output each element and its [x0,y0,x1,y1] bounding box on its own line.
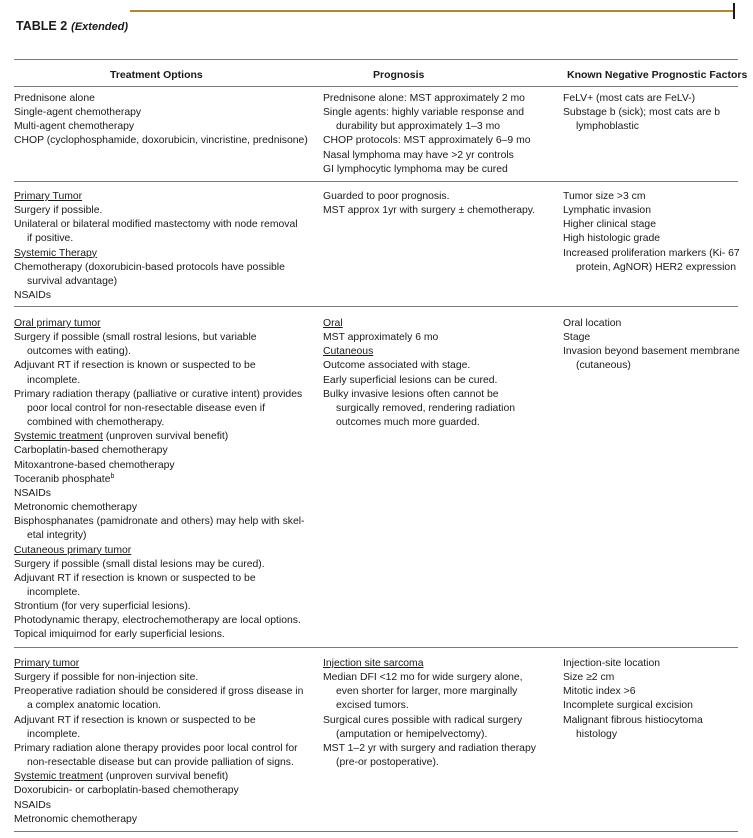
cell-line [14,331,314,345]
line-text: survival advantage) [27,275,118,287]
cell-line [14,515,314,529]
row-divider-3 [14,647,738,648]
line-text: Outcome associated with stage. [323,360,471,372]
cell-line [14,190,314,204]
cell-line [563,699,743,713]
line-text: Substage b (sick); most cats are b [563,107,721,119]
line-text: Surgical cures possible with radical surgery [323,714,523,726]
line-text: Increased proliferation markers (Ki- 67 [563,247,740,259]
line-text: Multi-agent chemotherapy [14,121,135,133]
cell-line [14,799,314,813]
row-3-factors-cell [563,317,743,374]
cell-line [563,685,743,699]
cell-line [14,529,314,543]
line-text: (cutaneous) [576,360,631,372]
row-1-factors-cell [563,92,743,134]
cell-line [563,232,743,246]
cell-line [563,92,743,106]
subheading-text: Systemic treatment [14,771,103,783]
line-text: durability but approximately 1–3 mo [336,121,501,133]
cell-line [14,388,314,402]
cell-line [14,416,314,430]
line-text: histology [576,728,618,740]
table-bottom-rule [14,831,738,832]
cell-line [323,374,553,388]
line-text: Carboplatin-based chemotherapy [14,445,168,457]
line-text: Metronomic chemotherapy [14,502,138,514]
subheading-text: Systemic Therapy [14,247,97,259]
cell-line [14,261,314,275]
cell-line [14,120,314,134]
cell-line [14,813,314,827]
line-text: Malignant fibrous histiocytoma [563,714,703,726]
line-text: Preoperative radiation should be considered if gross disease in [14,686,304,698]
cell-line [14,685,314,699]
cell-line [323,106,553,120]
cell-line [563,247,743,261]
line-text: surgically removed, rendering radiation [336,402,516,414]
cell-line [14,106,314,120]
cell-line [323,742,553,756]
line-text: Injection-site location [563,658,661,669]
line-text: Early superficial lesions can be cured. [323,374,498,386]
line-note: (unproven survival benefit) [102,431,229,443]
line-text: CHOP protocols: MST approximately 6–9 mo [323,135,531,147]
line-text: outcomes much more guarded. [336,417,480,429]
cell-line [14,728,314,742]
table-caption [16,19,128,33]
line-text: combined with chemotherapy. [27,417,165,429]
cell-line [14,572,314,586]
line-text: High histologic grade [563,233,661,245]
line-text: Nasal lymphoma may have >2 yr controls [323,149,514,161]
cell-line [323,657,553,671]
header-prognosis: Prognosis [373,69,425,81]
cell-line [323,204,553,218]
line-text: Single-agent chemotherapy [14,107,142,119]
row-divider-2 [14,306,738,307]
line-text: even shorter for larger, more marginally [336,686,518,698]
cell-line [323,345,553,359]
cell-line [563,345,743,359]
cell-line [14,671,314,685]
line-text: Invasion beyond basement membrane [563,346,740,358]
line-text: incomplete. [27,586,81,598]
cell-line [14,204,314,218]
line-text: Adjuvant RT if resection is known or suspected to be [14,572,256,584]
line-text: Stage [563,332,591,344]
cell-line [323,92,553,106]
line-text: Surgery if possible (small rostral lesions, but variable [14,332,257,344]
cell-line [323,416,553,430]
row-3-prognosis-cell [323,317,553,430]
cell-line [563,106,743,120]
line-text: MST approx 1yr with surgery ± chemotherapy. [323,205,536,217]
line-text: Guarded to poor prognosis. [323,191,450,202]
cell-line [323,120,553,134]
cell-line [14,657,314,671]
cell-line [323,317,553,331]
cell-line [323,699,553,713]
line-text: etal integrity) [27,530,87,542]
cell-line [14,784,314,798]
line-text: lymphoblastic [576,121,639,133]
line-text: non-resectable disease but can provide palliation of signs. [27,757,294,769]
line-text: Topical imiquimod for early superficial lesions. [14,629,225,641]
cell-line [563,120,743,134]
cell-line [14,218,314,232]
cell-line [14,317,314,331]
subheading-text: Cutaneous primary tumor [14,544,132,556]
row-4-treatment-cell [14,657,314,827]
table-caption-note: (Extended) [71,21,129,33]
line-text: incomplete. [27,728,81,740]
cell-line [563,728,743,742]
line-text: incomplete. [27,374,81,386]
line-text: excised tumors. [336,700,409,712]
row-4-prognosis-cell [323,657,553,770]
top-rule-end-tick [733,3,735,19]
cell-line [323,756,553,770]
cell-line [14,430,314,444]
line-text: a complex anatomic location. [27,700,161,712]
row-1-treatment-cell [14,92,314,149]
cell-line [323,402,553,416]
cell-line [323,388,553,402]
line-text: Surgery if possible (small distal lesions may be cured). [14,558,265,570]
cell-line [323,714,553,728]
cell-line [563,671,743,685]
cell-line [14,756,314,770]
row-2-treatment-cell [14,190,314,303]
line-text: Photodynamic therapy, electrochemotherapy are local options. [14,615,301,627]
cell-line [323,671,553,685]
subheading-text: Injection site sarcoma [323,658,424,669]
line-text: Prednisone alone [14,93,95,104]
cell-line [14,487,314,501]
line-text: Adjuvant RT if resection is known or suspected to be [14,714,256,726]
line-text: NSAIDs [14,290,51,302]
cell-line [14,345,314,359]
line-text: Unilateral or bilateral modified mastectomy with node removal [14,219,298,231]
cell-line [14,586,314,600]
cell-line [323,134,553,148]
cell-line [14,544,314,558]
cell-line [14,275,314,289]
cell-line [14,232,314,246]
line-text: Single agents: highly variable response and [323,107,525,119]
cell-line [14,628,314,642]
cell-line [14,134,314,148]
cell-line [14,501,314,515]
line-text: protein, AgNOR) HER2 expression [576,261,736,273]
cell-line [563,204,743,218]
cell-line [14,247,314,261]
line-text: CHOP (cyclophosphamide, doxorubicin, vincristine, prednisone) [14,135,308,147]
subheading-text: Primary Tumor [14,191,83,202]
line-text: Oral location [563,318,622,329]
cell-line [563,359,743,373]
line-text: Mitoxantrone-based chemotherapy [14,459,175,471]
row-divider-1 [14,181,738,182]
line-text: Primary radiation therapy (palliative or curative intent) provides [14,388,303,400]
subheading-text: Oral primary tumor [14,318,101,329]
cell-line [323,331,553,345]
line-text: (pre-or postoperative). [336,757,439,769]
line-text: Chemotherapy (doxorubicin-based protocols have possible [14,261,285,273]
line-text: Toceranib phosphate [14,473,111,485]
line-text: Surgery if possible. [14,205,103,217]
header-negative-factors: Known Negative Prognostic Factors [567,69,748,81]
line-text: Tumor size >3 cm [563,191,646,202]
footnote-marker: b [110,472,115,480]
cell-line [14,444,314,458]
line-text: Surgery if possible for non-injection site. [14,672,199,684]
cell-line [323,149,553,163]
line-text: MST approximately 6 mo [323,332,439,344]
header-bottom-rule [14,86,738,87]
line-text: MST 1–2 yr with surgery and radiation therapy [323,742,536,754]
line-text: Bulky invasive lesions often cannot be [323,388,499,400]
line-text: Higher clinical stage [563,219,656,231]
cell-line [563,218,743,232]
cell-line [14,289,314,303]
cell-line [563,657,743,671]
line-text: Adjuvant RT if resection is known or suspected to be [14,360,256,372]
subheading-text: Oral [323,318,343,329]
cell-line [563,714,743,728]
cell-line [323,685,553,699]
header-top-rule [14,59,738,60]
line-text: NSAIDs [14,487,51,499]
line-text: Size ≥2 cm [563,672,615,684]
line-text: poor local control for non-resectable disease even if [27,402,265,414]
line-text: Doxorubicin- or carboplatin-based chemotherapy [14,785,239,797]
subheading-text: Primary tumor [14,658,80,669]
top-gold-rule [130,10,734,12]
subheading-text: Cutaneous [323,346,374,358]
cell-line [14,374,314,388]
header-treatment-options: Treatment Options [110,69,203,81]
line-text: Incomplete surgical excision [563,700,693,712]
line-text: FeLV+ (most cats are FeLV-) [563,93,696,104]
row-4-factors-cell [563,657,743,742]
line-text: Mitotic index >6 [563,686,636,698]
cell-line [14,714,314,728]
cell-line [14,473,314,487]
cell-line [323,359,553,373]
cell-line [563,190,743,204]
line-text: Prednisone alone: MST approximately 2 mo [323,93,525,104]
row-2-prognosis-cell [323,190,553,218]
line-text: if positive. [27,233,74,245]
line-text: outcomes with eating). [27,346,131,358]
cell-line [14,402,314,416]
subheading-text: Systemic treatment [14,431,103,443]
cell-line [563,317,743,331]
line-text: Strontium (for very superficial lesions). [14,601,191,613]
cell-line [14,92,314,106]
cell-line [323,728,553,742]
row-3-treatment-cell [14,317,314,643]
cell-line [323,190,553,204]
cell-line [563,261,743,275]
line-text: (amputation or hemipelvectomy). [336,728,488,740]
line-text: Bisphosphanates (pamidronate and others) may help with skel- [14,516,305,528]
cell-line [14,359,314,373]
line-text: Primary radiation alone therapy provides poor local control for [14,742,298,754]
row-2-factors-cell [563,190,743,275]
cell-line [563,331,743,345]
cell-line [14,614,314,628]
cell-line [14,558,314,572]
line-text: GI lymphocytic lymphoma may be cured [323,163,508,175]
line-text: NSAIDs [14,799,51,811]
cell-line [14,699,314,713]
line-text: Median DFI <12 mo for wide surgery alone, [323,672,523,684]
cell-line [14,600,314,614]
line-text: Metronomic chemotherapy [14,813,138,825]
cell-line [14,742,314,756]
cell-line [14,459,314,473]
table-number: TABLE 2 [16,19,68,33]
line-note: (unproven survival benefit) [102,771,229,783]
cell-line [323,163,553,177]
line-text: Lymphatic invasion [563,205,651,217]
row-1-prognosis-cell [323,92,553,177]
cell-line [14,770,314,784]
